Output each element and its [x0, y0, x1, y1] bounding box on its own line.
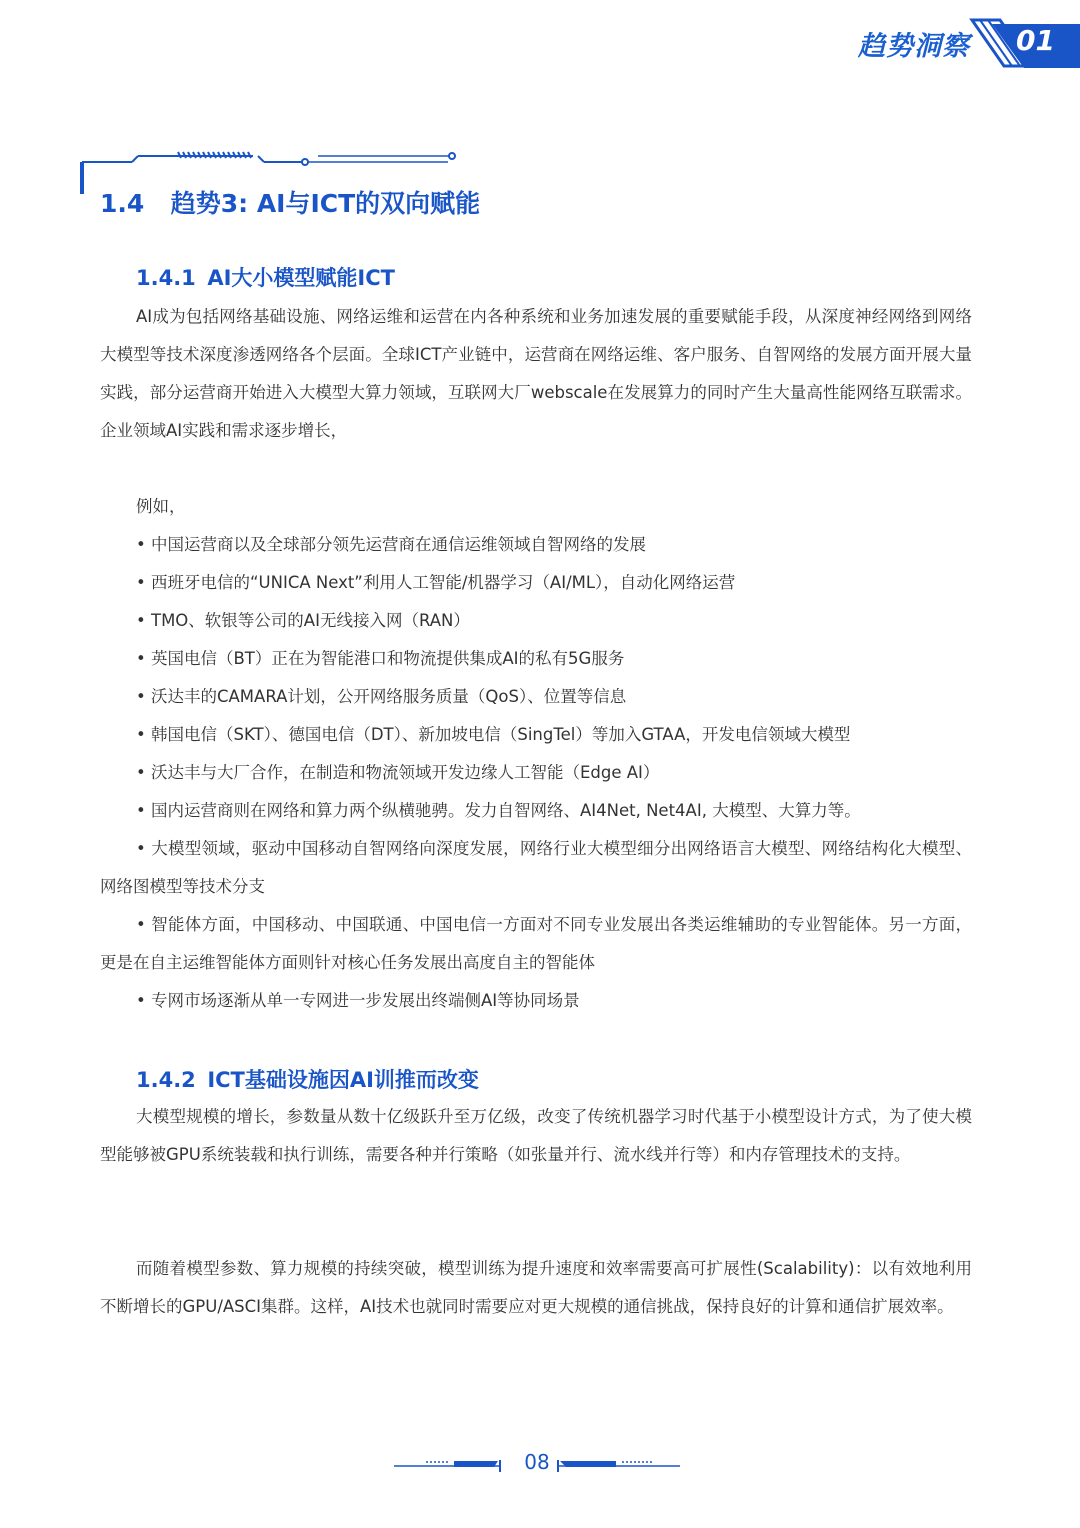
- bullet-item: [100, 906, 972, 982]
- bullet-text: 国内运营商则在网络和算力两个纵横驰骋。发力自智网络、AI4Net, Net4AI, 大模型、大算力等。: [150, 801, 861, 820]
- bullet-item: [100, 716, 972, 754]
- bullet-item: [100, 678, 972, 716]
- bullet-dot: •: [136, 611, 146, 630]
- paragraph-model-scale: 大模型规模的增长，参数量从数十亿级跃升至万亿级，改变了传统机器学习时代基于小模型设计方式，为了使大模型能够被GPU系统装载和执行训练，需要各种并行策略（如张量并行、流水线并行等）和内存管理技术的支持。: [100, 1107, 972, 1164]
- bullet-text: 沃达丰的CAMARA计划，公开网络服务质量（QoS）、位置等信息: [150, 687, 627, 706]
- bullet-item: [100, 754, 972, 792]
- paragraph-scalability: 而随着模型参数、算力规模的持续突破，模型训练为提升速度和效率需要高可扩展性(Scalability)：以有效地利用不断增长的GPU/ASCI集群。这样，AI技术也就同时需要应对更大规模的通信挑战，保持良好的计算和通信扩展效率。: [100, 1259, 972, 1316]
- bullet-item: [100, 602, 972, 640]
- subsection-title-2: ICT基础设施因AI训推而改变: [207, 1068, 479, 1092]
- subsection-number-2: 1.4.2: [136, 1068, 196, 1092]
- bullet-item: [100, 792, 972, 830]
- paragraph-intro: AI成为包括网络基础设施、网络运维和运营在内各种系统和业务加速发展的重要赋能手段，从深度神经网络到网络大模型等技术深度渗透网络各个层面。全球ICT产业链中，运营商在网络运维、客户服务、自智网络的发展方面开展大量实践，部分运营商开始进入大模型大算力领域，互联网大厂webscale在发展算力的同时产生大量高性能网络互联需求。企业领域AI实践和需求逐步增长，: [100, 307, 972, 440]
- bullet-dot: •: [136, 801, 146, 820]
- bullet-dot: •: [136, 763, 146, 782]
- bullet-text: 韩国电信（SKT）、德国电信（DT）、新加坡电信（SingTel）等加入GTAA，开发电信领域大模型: [150, 725, 851, 744]
- bullet-item: [100, 982, 972, 1020]
- bullet-text: 智能体方面，中国移动、中国联通、中国电信一方面对不同专业发展出各类运维辅助的专业智能体。另一方面，更是在自主运维智能体方面则针对核心任务发展出高度自主的智能体: [100, 915, 973, 972]
- subsection-title-1: AI大小模型赋能ICT: [207, 266, 395, 290]
- bullet-dot: •: [136, 687, 146, 706]
- header-section-number: 01: [1016, 24, 1055, 57]
- section-heading: [100, 184, 480, 220]
- bullet-item: [100, 526, 972, 564]
- bullet-item: [100, 564, 972, 602]
- bullet-dot: •: [136, 839, 146, 858]
- bullet-item: [100, 640, 972, 678]
- subsection-heading-2: [136, 1064, 479, 1094]
- bullet-text: 专网市场逐渐从单一专网进一步发展出终端侧AI等协同场景: [150, 991, 580, 1010]
- example-label: 例如，: [136, 497, 186, 516]
- section-title: 趋势3: AI与ICT的双向赋能: [170, 189, 481, 218]
- bullet-dot: •: [136, 725, 146, 744]
- bullet-text: 沃达丰与大厂合作，在制造和物流领域开发边缘人工智能（Edge AI）: [150, 763, 660, 782]
- bullet-item: [100, 830, 972, 906]
- subsection-number-1: 1.4.1: [136, 266, 196, 290]
- header-section-title: 趋势洞察: [858, 31, 970, 62]
- bullet-dot: •: [136, 991, 146, 1010]
- bullet-dot: •: [136, 573, 146, 592]
- bullet-dot: •: [136, 535, 146, 554]
- section-number: 1.4: [100, 189, 145, 218]
- bullet-text: 西班牙电信的“UNICA Next”利用人工智能/机器学习（AI/ML），自动化网络运营: [150, 573, 736, 592]
- bullet-text: 中国运营商以及全球部分领先运营商在通信运维领域自智网络的发展: [150, 535, 646, 554]
- subsection-heading-1: [136, 262, 395, 292]
- bullet-dot: •: [136, 649, 146, 668]
- bullet-text: TMO、软银等公司的AI无线接入网（RAN）: [150, 611, 470, 630]
- page-number: 08: [524, 1450, 550, 1474]
- bullet-text: 英国电信（BT）正在为智能港口和物流提供集成AI的私有5G服务: [150, 649, 625, 668]
- bullet-text: 大模型领域，驱动中国移动自智网络向深度发展，网络行业大模型细分出网络语言大模型、网络结构化大模型、网络图模型等技术分支: [100, 839, 973, 896]
- bullet-dot: •: [136, 915, 146, 934]
